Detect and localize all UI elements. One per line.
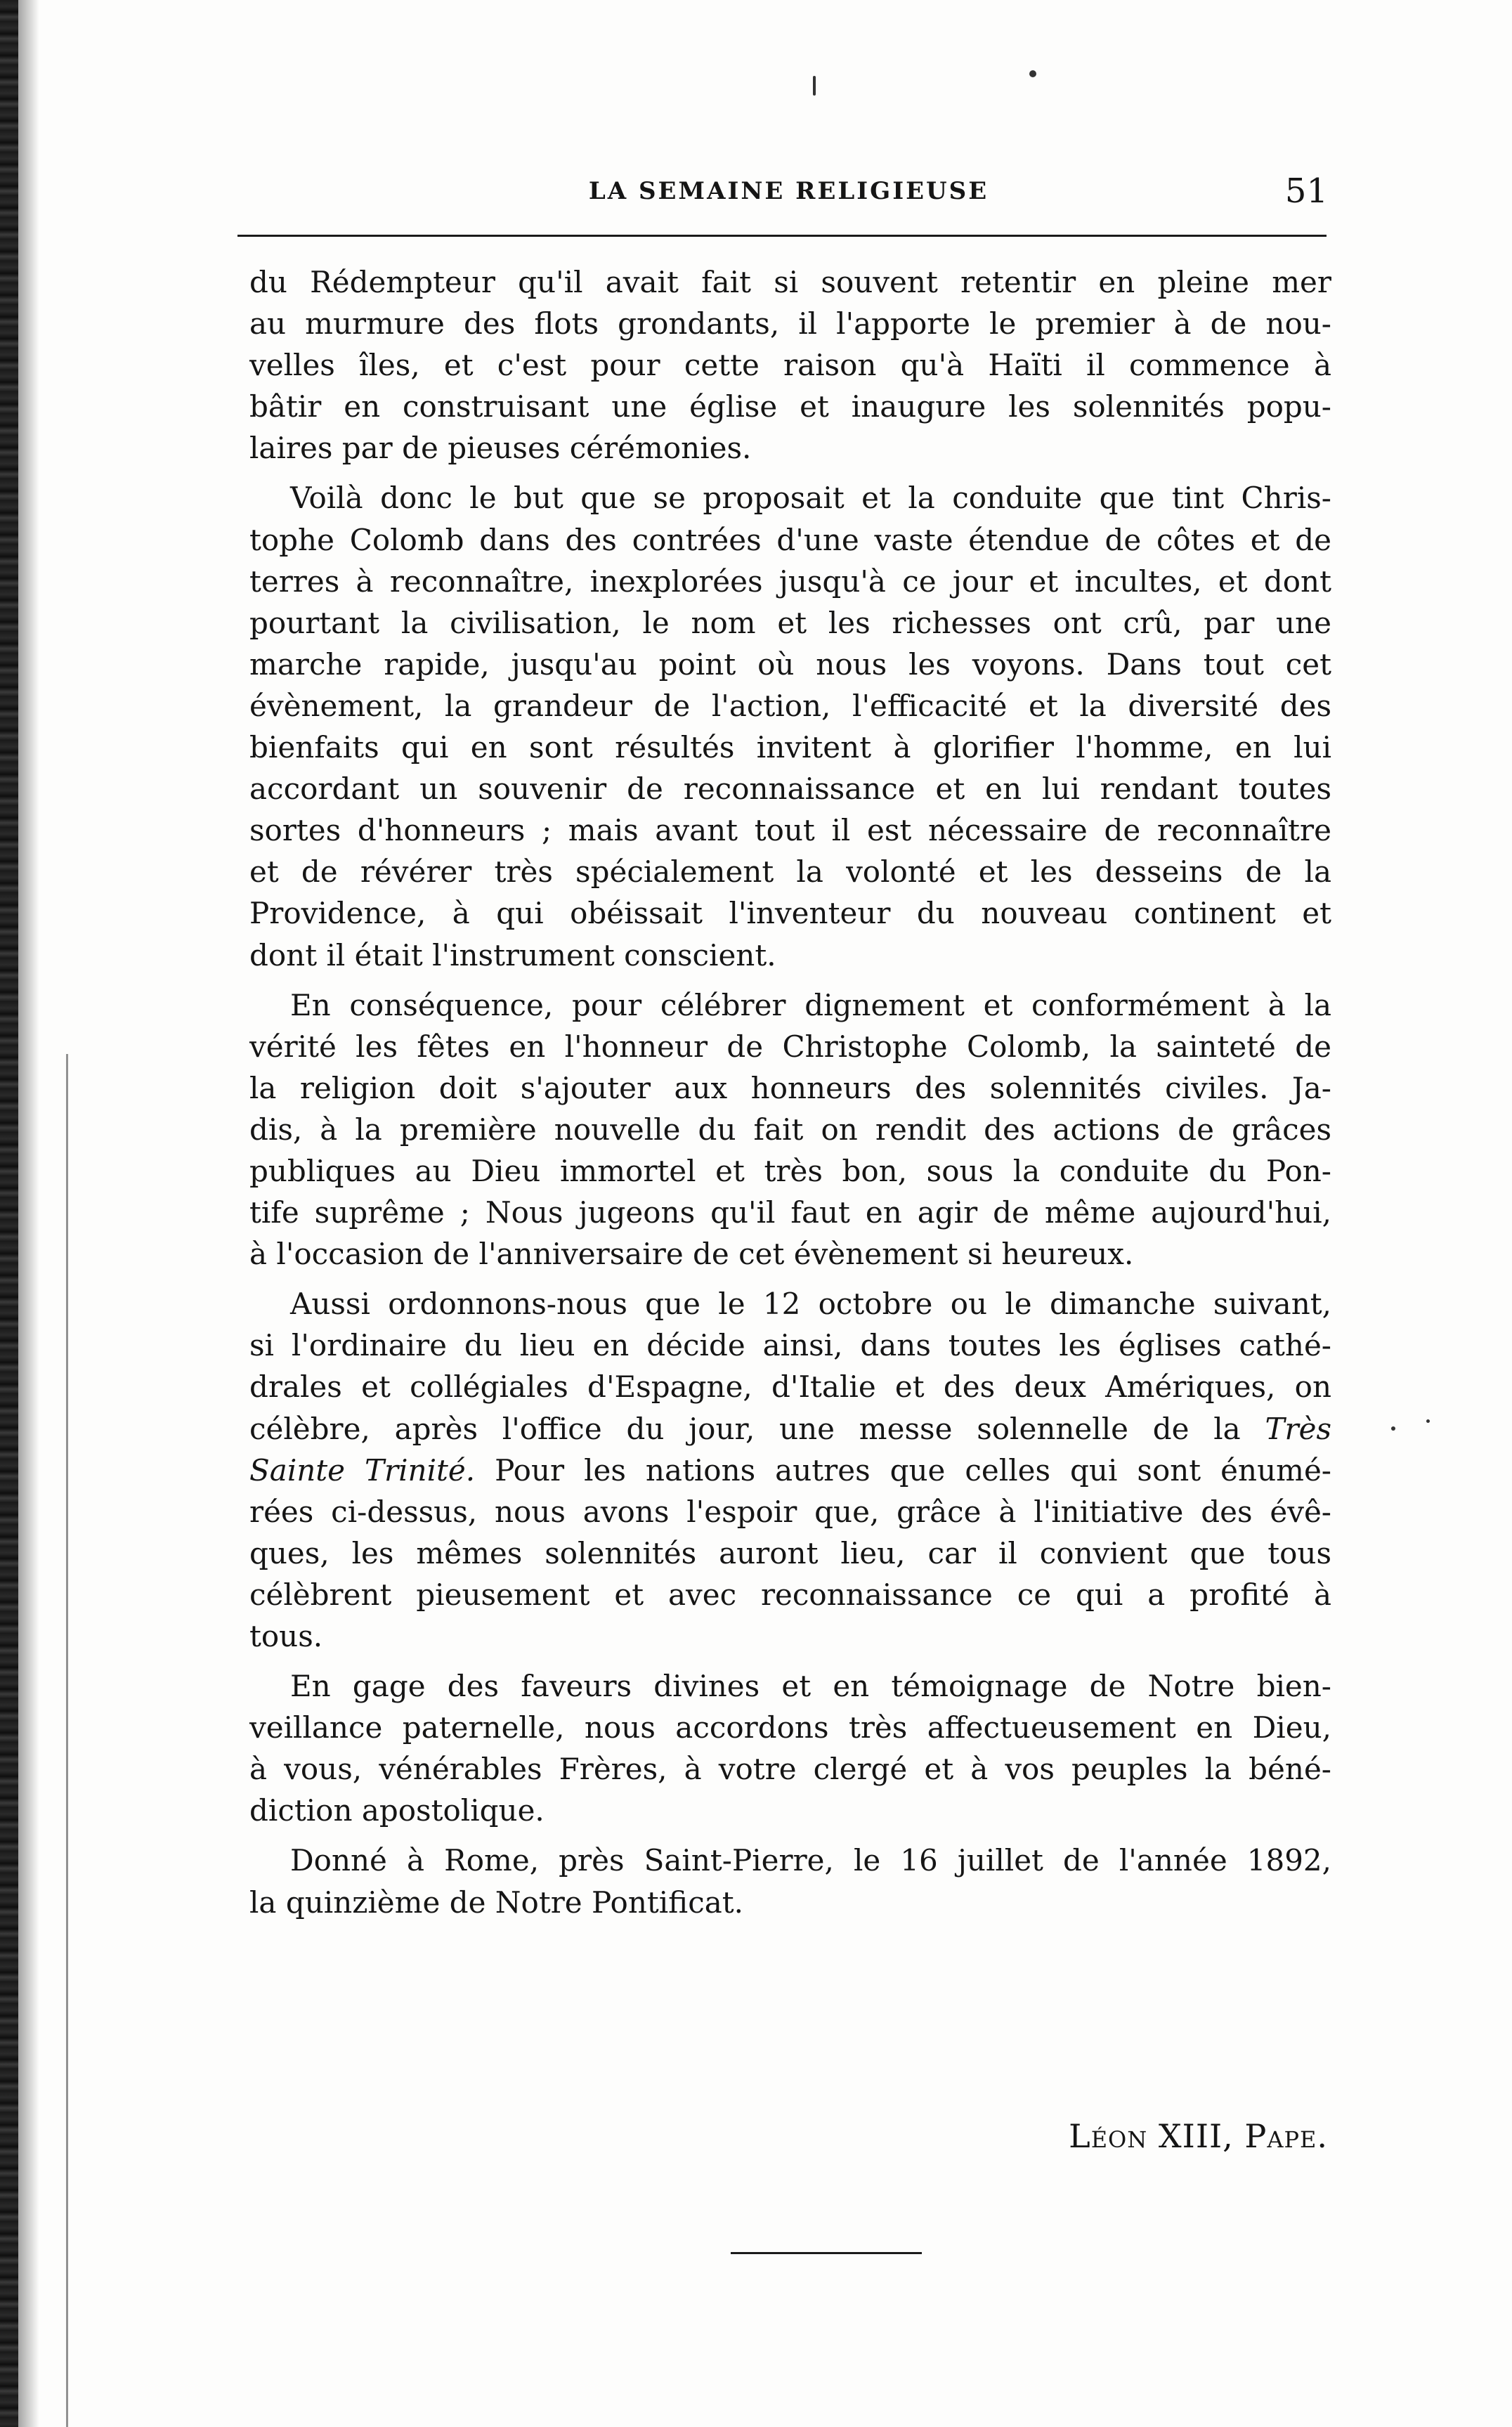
binding-edge [0, 0, 18, 2427]
text-line: tife suprême ; Nous jugeons qu'il faut en agir de même aujourd'hui, [249, 1195, 1331, 1230]
paragraph-gap [249, 469, 1331, 477]
text-line: diction apostolique. [249, 1793, 545, 1828]
paragraph-gap [249, 1831, 1331, 1840]
scan-speck [813, 76, 816, 96]
text-line: marche rapide, jusqu'au point où nous les voyons. Dans tout cet [249, 646, 1331, 682]
scan-speck [1391, 1426, 1395, 1431]
text-line: publiques au Dieu immortel et très bon, sous la conduite du Pon- [249, 1153, 1331, 1188]
text-line: velles îles, et c'est pour cette raison qu'à Haïti il commence à [249, 348, 1331, 383]
text-line: En gage des faveurs divines et en témoignage de Notre bien- [290, 1669, 1331, 1704]
header-rule [237, 235, 1327, 237]
paragraph [249, 1840, 1331, 1922]
text-line: ques, les mêmes solennités auront lieu, car il convient que tous [249, 1535, 1331, 1570]
text-line: à l'occasion de l'anniversaire de cet évènement si heureux. [249, 1237, 1134, 1272]
text-line: sortes d'honneurs ; mais avant tout il est nécessaire de reconnaître [249, 813, 1331, 848]
page-header [249, 170, 1328, 212]
binding-line [66, 1054, 68, 2427]
text-line: terres à reconnaître, inexplorées jusqu'à ce jour et incultes, et dont [249, 564, 1331, 599]
text-line: Voilà donc le but que se proposait et la conduite que tint Chris- [290, 481, 1331, 516]
paragraph-gap [249, 1275, 1331, 1283]
scan-speck [1029, 70, 1036, 77]
paragraph-gap [249, 976, 1331, 984]
text-line: pourtant la civilisation, le nom et les richesses ont crû, par une [249, 605, 1331, 640]
text-line: vérité les fêtes en l'honneur de Christophe Colomb, la sainteté de [249, 1029, 1331, 1064]
paragraph [249, 1665, 1331, 1831]
text-line: veillance paternelle, nous accordons très affectueusement en Dieu, [249, 1710, 1331, 1745]
page-number: 51 [1284, 171, 1328, 211]
text-line: Providence, à qui obéissait l'inventeur du nouveau continent et [249, 896, 1331, 931]
binding-shadow [18, 0, 39, 2427]
scan-speck [1426, 1419, 1430, 1423]
text-line: la religion doit s'ajouter aux honneurs des solennités civiles. Ja- [249, 1070, 1331, 1105]
text-line: drales et collégiales d'Espagne, d'Italie et des deux Amériques, on [249, 1369, 1331, 1405]
running-title: LA SEMAINE RELIGIEUSE [588, 177, 989, 205]
text-line: dont il était l'instrument conscient. [249, 937, 776, 972]
text-line: à vous, vénérables Frères, à votre clergé et à vos peuples la béné- [249, 1752, 1331, 1787]
paragraph [249, 261, 1331, 469]
text-line: tophe Colomb dans des contrées d'une vaste étendue de côtes et de [249, 522, 1331, 557]
paragraph [249, 477, 1331, 975]
text-line: Sainte Trinité. Pour les nations autres que celles qui sont énumé- [249, 1452, 1331, 1488]
signature-period: . [1317, 2117, 1328, 2155]
signature-name: Léon XIII [1069, 2117, 1223, 2155]
paragraph [249, 1283, 1331, 1657]
text-line: accordant un souvenir de reconnaissance et en lui rendant toutes [249, 772, 1331, 807]
text-line: au murmure des flots grondants, il l'apporte le premier à de nou- [249, 306, 1331, 341]
text-line: bâtir en construisant une église et inaugure les solennités popu- [249, 389, 1331, 424]
end-rule [731, 2252, 922, 2254]
signature-title: Pape [1244, 2117, 1317, 2155]
paragraph [249, 984, 1331, 1275]
text-line: célèbre, après l'office du jour, une messe solennelle de la Très [249, 1411, 1331, 1446]
text-line: du Rédempteur qu'il avait fait si souvent retentir en pleine mer [249, 265, 1331, 299]
text-line: célèbrent pieusement et avec reconnaissance ce qui a profité à [249, 1577, 1331, 1612]
text-line: tous. [249, 1619, 323, 1653]
text-line: Aussi ordonnons-nous que le 12 octobre ou le dimanche suivant, [290, 1287, 1331, 1322]
signature [1069, 2115, 1328, 2157]
signature-separator: , [1223, 2117, 1245, 2155]
text-line: la quinzième de Notre Pontificat. [249, 1885, 743, 1920]
body-text [249, 261, 1331, 1923]
text-line: et de révérer très spécialement la volonté et les desseins de la [249, 854, 1331, 890]
text-line: rées ci-dessus, nous avons l'espoir que, grâce à l'initiative des évê- [249, 1494, 1331, 1529]
text-line: évènement, la grandeur de l'action, l'efficacité et la diversité des [249, 688, 1331, 723]
text-line: si l'ordinaire du lieu en décide ainsi, dans toutes les églises cathé- [249, 1328, 1331, 1363]
text-line: laires par de pieuses cérémonies. [249, 431, 752, 466]
text-line: dis, à la première nouvelle du fait on rendit des actions de grâces [249, 1112, 1331, 1147]
text-line: bienfaits qui en sont résultés invitent à glorifier l'homme, en lui [249, 730, 1331, 765]
paragraph-gap [249, 1657, 1331, 1665]
text-line: Donné à Rome, près Saint-Pierre, le 16 juillet de l'année 1892, [290, 1843, 1331, 1878]
text-line: En conséquence, pour célébrer dignement et conformément à la [290, 987, 1331, 1022]
